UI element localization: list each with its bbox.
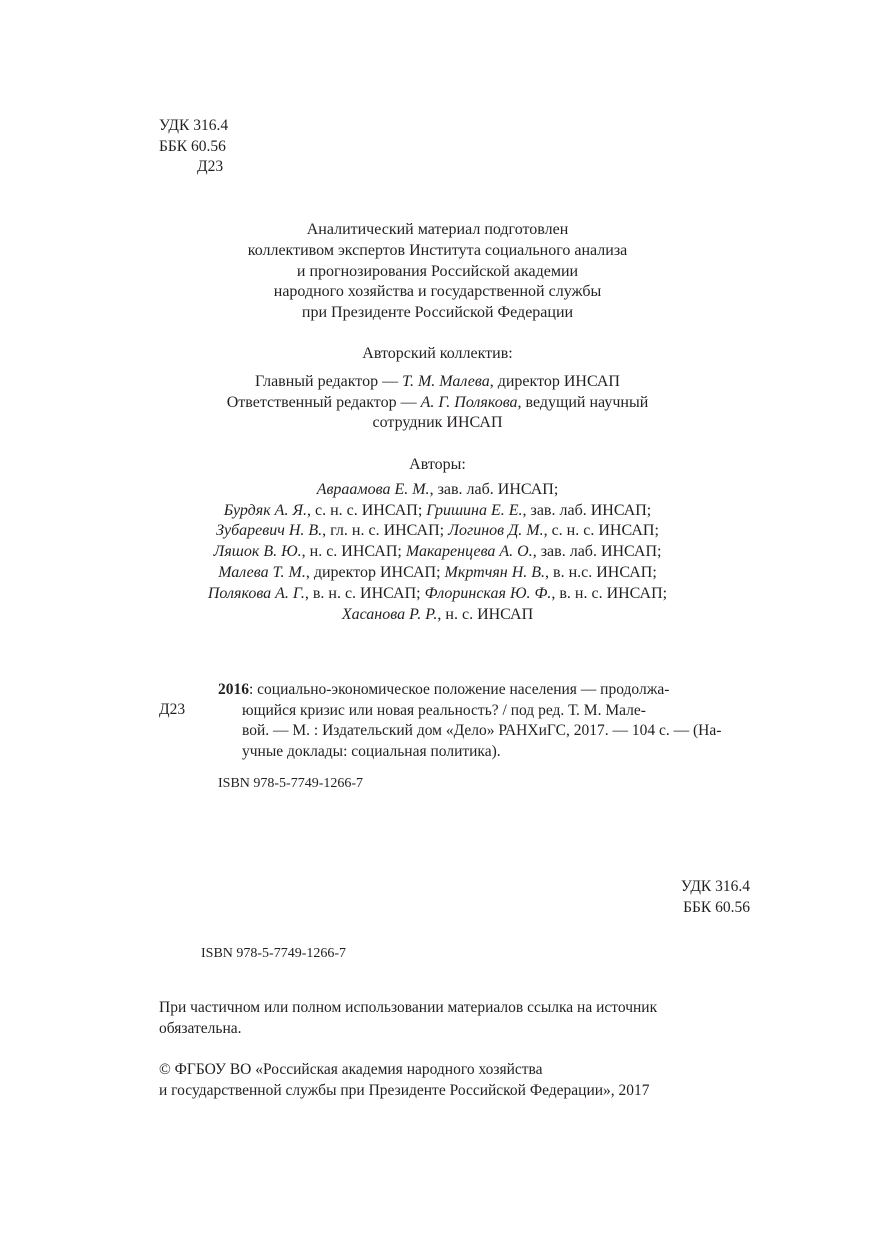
catalog-title: 2016	[218, 681, 249, 698]
catalog-line: учные доклады: социальная политика).	[242, 742, 501, 760]
usage-notice: При частичном или полном использовании материалов ссылка на источник обязательна.	[159, 999, 658, 1037]
catalog-isbn: ISBN 978-5-7749-1266-7	[218, 776, 364, 791]
copyright-notice: © ФГБОУ ВО «Российская академия народного хозяйства и государственной службы при Президенте Российской Федерации», 2017	[159, 1061, 650, 1099]
chief-editor: Главный редактор — Т. М. Малева, директор ИНСАП	[255, 372, 620, 390]
bbk-code-bottom: ББК 60.56	[683, 898, 750, 916]
intro-line: и прогнозирования Российской академии	[296, 262, 579, 280]
isbn-bottom: ISBN 978-5-7749-1266-7	[201, 946, 347, 961]
intro-line: народного хозяйства и государственной службы	[273, 283, 602, 301]
chief-editor-name: Т. М. Малева	[402, 372, 490, 390]
responsible-editor-name: А. Г. Полякова	[420, 393, 518, 411]
editors-heading: Авторский коллектив:	[362, 345, 513, 362]
catalog-entry	[218, 680, 750, 795]
catalog-line: вой. — М. : Издательский дом «Дело» РАНХиГС, 2017. — 104 с. — (На-	[242, 722, 722, 739]
authors-heading: Авторы:	[409, 456, 466, 473]
intro-line: коллективом экспертов Института социального анализа	[247, 241, 628, 259]
udk-code: УДК 316.4	[159, 117, 229, 134]
author-sign: Д23	[197, 158, 224, 175]
authors-line: Зубаревич Н. В., гл. н. с. ИНСАП; Логинов Д. М., с. н. с. ИНСАП;	[216, 522, 659, 540]
udk-code-bottom: УДК 316.4	[680, 878, 750, 895]
classification-top	[159, 116, 228, 178]
editors-block	[0, 344, 875, 434]
catalog-sign: Д23	[159, 701, 186, 718]
authors-line: Бурдяк А. Я., с. н. с. ИНСАП; Гришина Е. Е., зав. лаб. ИНСАП;	[223, 501, 652, 519]
authors-line: Ляшок В. Ю., н. с. ИНСАП; Макаренцева А. О., зав. лаб. ИНСАП;	[213, 543, 662, 561]
authors-line: Авраамова Е. М., зав. лаб. ИНСАП;	[316, 480, 559, 498]
intro-line: при Президенте Российской Федерации	[301, 304, 574, 322]
catalog-line: 2016: социально-экономическое положение населения — продолжа-	[218, 681, 670, 698]
bbk-code: ББК 60.56	[159, 137, 226, 155]
authors-line: Малева Т. М., директор ИНСАП; Мкртчян Н. В., в. н.с. ИНСАП;	[218, 563, 657, 581]
authors-line: Полякова А. Г., в. н. с. ИНСАП; Флоринская Ю. Ф., в. н. с. ИНСАП;	[207, 584, 668, 602]
classification-bottom	[681, 877, 750, 918]
responsible-editor: Ответственный редактор — А. Г. Полякова, ведущий научный	[226, 393, 649, 411]
authors-block	[0, 455, 875, 625]
authors-line: Хасанова Р. Р., н. с. ИНСАП	[341, 605, 534, 623]
intro-line: Аналитический материал подготовлен	[306, 221, 569, 238]
catalog-line: ющийся кризис или новая реальность? / под ред. Т. М. Мале-	[242, 701, 646, 719]
responsible-editor-position-cont: сотрудник ИНСАП	[372, 414, 503, 432]
intro-block	[0, 220, 875, 324]
